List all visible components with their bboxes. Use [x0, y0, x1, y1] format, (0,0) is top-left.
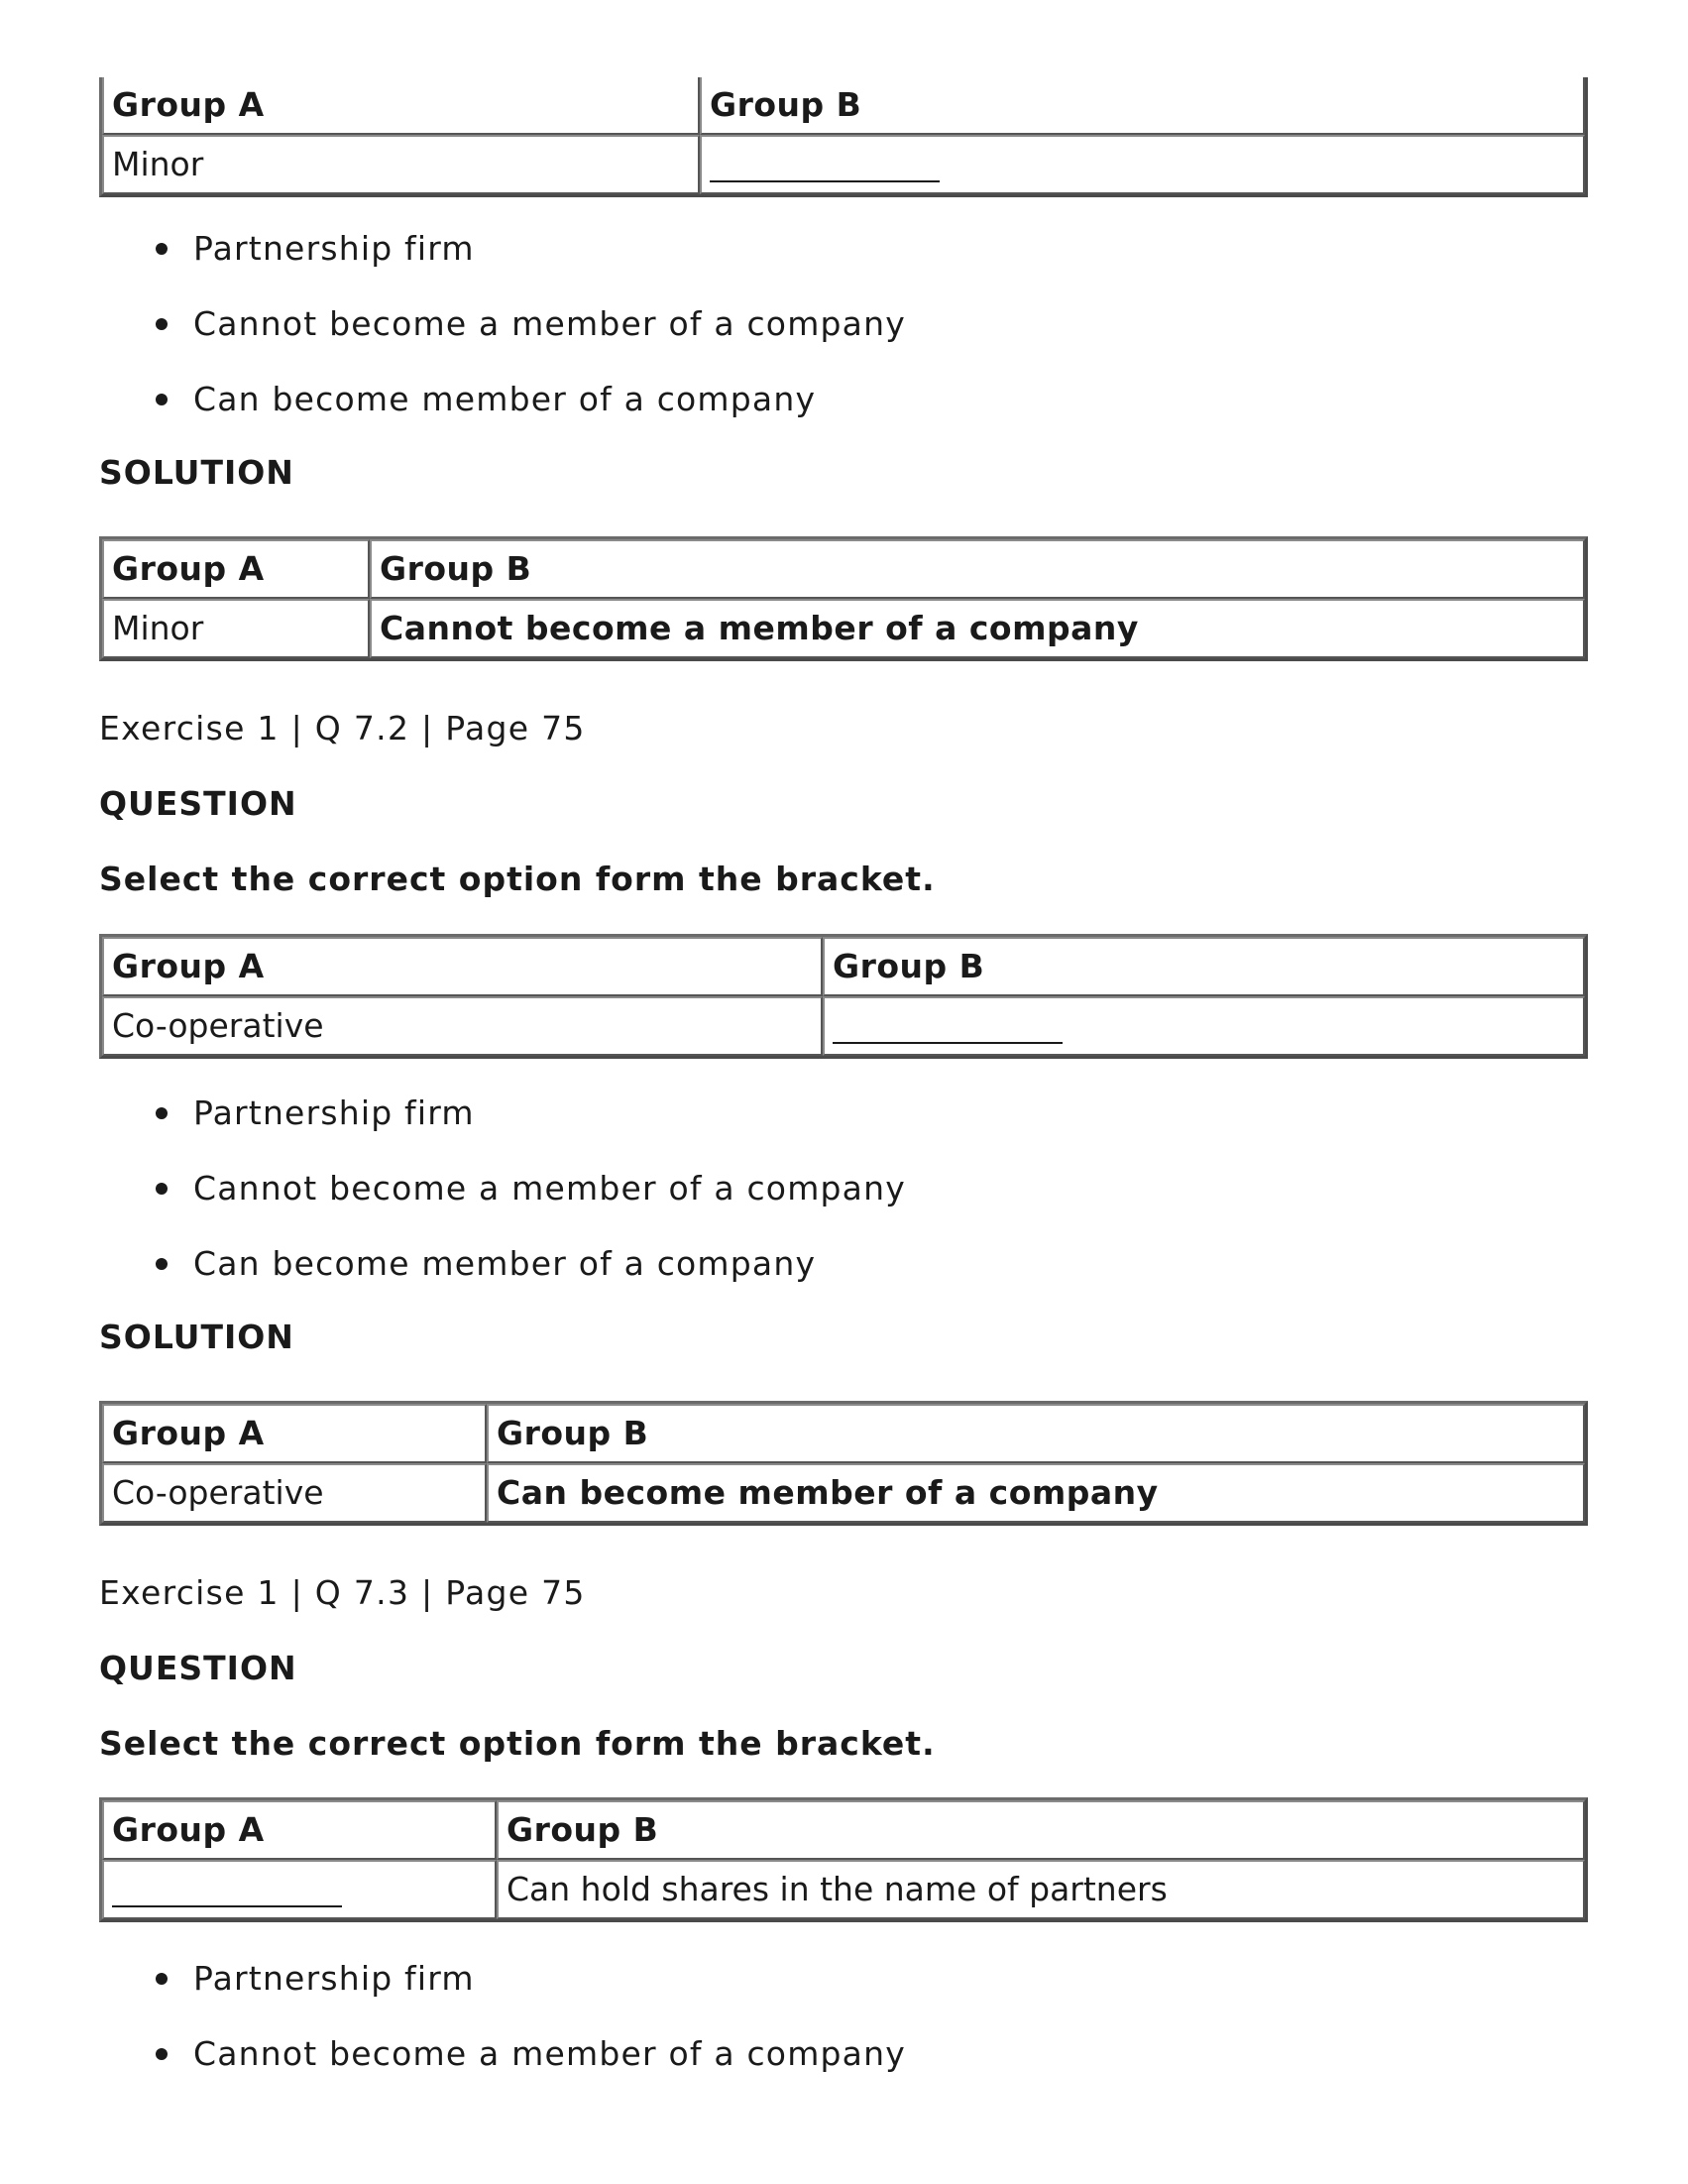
question-instruction: Select the correct option form the bracket. — [99, 860, 936, 898]
option-item: Can become member of a company — [99, 362, 906, 437]
cell-group-a: Minor — [102, 135, 700, 194]
cell-group-a-blank — [102, 1860, 497, 1919]
table-row — [102, 135, 1585, 194]
solution-table — [99, 1401, 1588, 1526]
option-item: Partnership firm — [99, 1076, 906, 1151]
question-heading: QUESTION — [99, 1649, 297, 1687]
question-table — [99, 934, 1588, 1059]
header-group-a: Group A — [102, 1404, 487, 1463]
header-group-b: Group B — [700, 77, 1585, 135]
option-item: Cannot become a member of a company — [99, 2016, 906, 2092]
header-group-a: Group A — [102, 77, 700, 135]
option-item: Can become member of a company — [99, 1226, 906, 1302]
question-table — [99, 1797, 1588, 1922]
header-group-b: Group B — [823, 937, 1585, 996]
cell-group-b: Can hold shares in the name of partners — [497, 1860, 1585, 1919]
option-item: Partnership firm — [99, 1941, 906, 2016]
table-row — [102, 599, 1585, 658]
table-header-row — [102, 937, 1585, 996]
cell-group-b-answer: Cannot become a member of a company — [370, 599, 1585, 658]
table-row — [102, 1860, 1585, 1919]
header-group-b: Group B — [487, 1404, 1585, 1463]
solution-table — [99, 536, 1588, 661]
table-header-row — [102, 1800, 1585, 1860]
option-item: Cannot become a member of a company — [99, 1151, 906, 1226]
header-group-a: Group A — [102, 539, 370, 599]
solution-heading: SOLUTION — [99, 453, 294, 492]
cell-group-a: Co-operative — [102, 996, 823, 1056]
answer-blank — [112, 1876, 342, 1907]
question-reference: Exercise 1 | Q 7.3 | Page 75 — [99, 1573, 586, 1612]
header-group-b: Group B — [497, 1800, 1585, 1860]
header-group-b: Group B — [370, 539, 1585, 599]
table-header-row — [102, 77, 1585, 135]
table-header-row — [102, 539, 1585, 599]
option-item: Cannot become a member of a company — [99, 287, 906, 362]
header-group-a: Group A — [102, 1800, 497, 1860]
cell-group-b-answer: Can become member of a company — [487, 1463, 1585, 1523]
table-row — [102, 1463, 1585, 1523]
table-header-row — [102, 1404, 1585, 1463]
options-list — [99, 1941, 906, 2092]
cell-group-a: Co-operative — [102, 1463, 487, 1523]
option-item: Partnership firm — [99, 211, 906, 287]
solution-heading: SOLUTION — [99, 1318, 294, 1356]
options-list — [99, 211, 906, 437]
options-list — [99, 1076, 906, 1302]
answer-blank — [710, 151, 940, 182]
cell-group-b-blank — [700, 135, 1585, 194]
header-group-a: Group A — [102, 937, 823, 996]
table-row — [102, 996, 1585, 1056]
question-table — [99, 77, 1588, 197]
cell-group-a: Minor — [102, 599, 370, 658]
cell-group-b-blank — [823, 996, 1585, 1056]
answer-blank — [833, 1012, 1063, 1044]
question-reference: Exercise 1 | Q 7.2 | Page 75 — [99, 709, 586, 747]
question-heading: QUESTION — [99, 784, 297, 823]
question-instruction: Select the correct option form the bracket. — [99, 1724, 936, 1763]
